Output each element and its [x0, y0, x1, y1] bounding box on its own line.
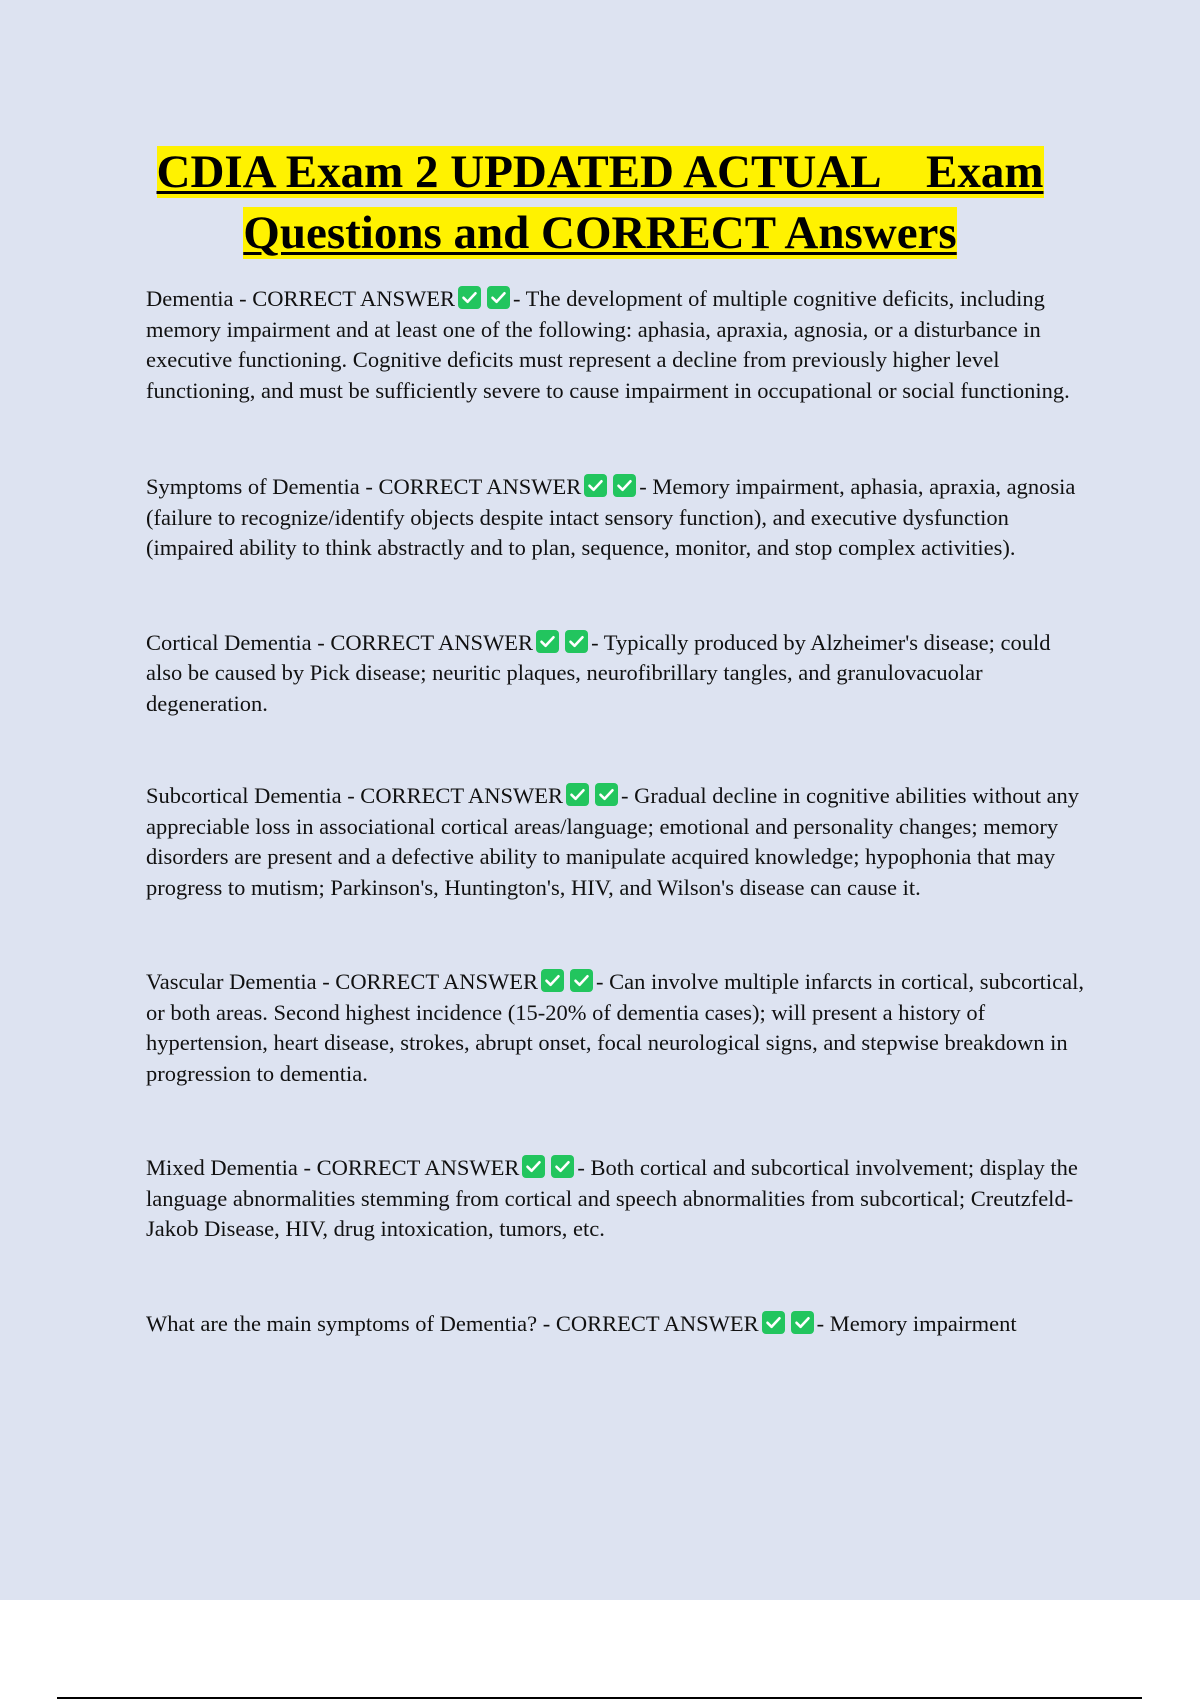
document-title [120, 142, 1080, 264]
check-icon [541, 969, 564, 992]
entry-term: Mixed Dementia [146, 1155, 298, 1180]
correct-answer-label: - CORRECT ANSWER [322, 969, 539, 994]
qa-entry: Dementia - CORRECT ANSWER - The development of multiple cognitive deficits, including memory impairment and at least one of the following: aphasia, apraxia, agnosia, or a disturbance in executive functioning. Cognitive deficits must represent a decline from previously higher level functioning, and must be sufficiently severe to cause impairment in occupational or social functioning. [146, 286, 1070, 403]
check-icon [613, 474, 636, 497]
check-icon [762, 1311, 785, 1334]
qa-entry: Vascular Dementia - CORRECT ANSWER - Can involve multiple infarcts in cortical, subcortical, or both areas. Second highest incidence (15-20% of dementia cases); will present a history of hypertension, heart disease, strokes, abrupt onset, focal neurological signs, and stepwise breakdown in progression to dementia. [146, 969, 1085, 1086]
entry-answer: Both cortical and subcortical involvement; display the language abnormalities stemming from cortical and speech abnormalities from subcortical; Creutzfeld-Jakob Disease, HIV, drug intoxication, tumors, etc. [146, 1155, 1078, 1241]
correct-answer-label: - CORRECT ANSWER [542, 1310, 759, 1336]
check-icon [595, 783, 618, 806]
qa-entry: Subcortical Dementia - CORRECT ANSWER - Gradual decline in cognitive abilities without any appreciable loss in associational cortical areas/language; emotional and personality changes; memory disorders are present and a defective ability to manipulate acquired knowledge; hypophonia that may progress to mutism; Parkinson's, Huntington's, HIV, and Wilson's disease can cause it. [146, 783, 1080, 900]
entry-term: Dementia [146, 286, 234, 311]
title-line-2: Questions and CORRECT Answers [243, 207, 957, 259]
entry-answer: Memory impairment [829, 1310, 1017, 1336]
check-icon [566, 783, 589, 806]
qa-entry: Symptoms of Dementia - CORRECT ANSWER - Memory impairment, aphasia, apraxia, agnosia (failure to recognize/identify objects despite intact sensory function), and executive dysfunction (impaired ability to think abstractly and to plan, sequence, monitor, and stop complex activities). [146, 474, 1076, 560]
footer-divider [57, 1697, 1142, 1699]
entry-answer: Memory impairment, aphasia, apraxia, agnosia (failure to recognize/identify objects despite intact sensory function), and executive dysfunction (impaired ability to think abstractly and to plan, sequence, monitor, and stop complex activities). [146, 474, 1076, 560]
check-icon [584, 474, 607, 497]
check-icon [551, 1155, 574, 1178]
check-icon [565, 630, 588, 653]
entry-term: Symptoms of Dementia [146, 474, 360, 499]
title-line-1: CDIA Exam 2 UPDATED ACTUAL Exam [156, 146, 1044, 198]
correct-answer-label: - CORRECT ANSWER [347, 783, 564, 808]
check-icon [791, 1311, 814, 1334]
qa-entry: Cortical Dementia - CORRECT ANSWER - Typically produced by Alzheimer's disease; could also be caused by Pick disease; neuritic plaques, neurofibrillary tangles, and granulovacuolar degeneration. [146, 629, 1051, 716]
entry-answer: Can involve multiple infarcts in cortical, subcortical, or both areas. Second highest incidence (15-20% of dementia cases); will present a history of hypertension, heart disease, strokes, abrupt onset, focal neurological signs, and stepwise breakdown in progression to dementia. [146, 969, 1085, 1086]
entry-term: Subcortical Dementia [146, 783, 342, 808]
check-icon [570, 969, 593, 992]
entry-term: Cortical Dementia [146, 629, 312, 655]
correct-answer-label: - CORRECT ANSWER [317, 629, 534, 655]
check-icon [536, 630, 559, 653]
entry-term: Vascular Dementia [146, 969, 317, 994]
qa-list [146, 284, 1091, 1339]
entry-answer: Typically produced by Alzheimer's disease; could also be caused by Pick disease; neuritic plaques, neurofibrillary tangles, and granulovacuolar degeneration. [146, 629, 1051, 716]
check-icon [458, 286, 481, 309]
qa-entry: What are the main symptoms of Dementia? - CORRECT ANSWER - Memory impairment [146, 1310, 1017, 1336]
entry-answer: The development of multiple cognitive deficits, including memory impairment and at least one of the following: aphasia, apraxia, agnosia, or a disturbance in executive functioning. Cognitive deficits must represent a decline from previously higher level functioning, and must be sufficiently severe to cause impairment in occupational or social functioning. [146, 286, 1070, 403]
entry-term: What are the main symptoms of Dementia? [146, 1310, 538, 1336]
check-icon [522, 1155, 545, 1178]
correct-answer-label: - CORRECT ANSWER [239, 286, 455, 311]
correct-answer-label: - CORRECT ANSWER [365, 474, 582, 499]
qa-entry: Mixed Dementia - CORRECT ANSWER - Both cortical and subcortical involvement; display the language abnormalities stemming from cortical and speech abnormalities from subcortical; Creutzfeld-Jakob Disease, HIV, drug intoxication, tumors, etc. [146, 1155, 1078, 1241]
check-icon [487, 286, 510, 309]
entry-answer: Gradual decline in cognitive abilities without any appreciable loss in associational cortical areas/language; emotional and personality changes; memory disorders are present and a defective ability to manipulate acquired knowledge; hypophonia that may progress to mutism; Parkinson's, Huntington's, HIV, and Wilson's disease can cause it. [146, 783, 1080, 900]
correct-answer-label: - CORRECT ANSWER [303, 1155, 520, 1180]
